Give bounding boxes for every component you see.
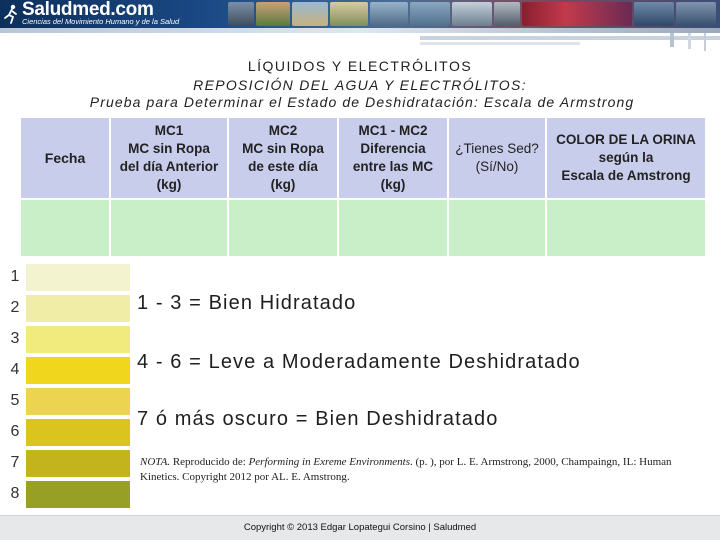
header-line: Escala de Amstrong [561, 168, 691, 184]
banner-photo [330, 2, 368, 26]
banner-photo [494, 2, 520, 26]
header-line: ¿Tienes Sed? [455, 140, 539, 156]
note-text: . (p. ), por L. E. Armstrong, 2000, Champaingn, IL: Human Kinetics. Copyright 2012 por AL. E. Amstrong. [140, 456, 672, 483]
header-line: MC1 - MC2 [358, 122, 428, 138]
banner-photo [256, 2, 290, 26]
note-text: Reproducido de: [170, 456, 249, 468]
header-line: entre las MC [352, 159, 434, 174]
header-line: Diferencia [360, 140, 426, 156]
scale-level-number: 4 [10, 361, 20, 378]
header-line: Fecha [44, 149, 86, 166]
table-row [21, 200, 705, 256]
footer-copyright: Copyright © 2013 Edgar Lopategui Corsino | Saludmed [243, 522, 477, 533]
header-line: (kg) [270, 177, 296, 193]
site-tagline: Ciencias del Movimiento Humano y de la Salud [22, 17, 180, 26]
runner-logo-icon [4, 4, 18, 24]
header-line: MC sin Ropa [242, 140, 324, 156]
scale-level-number: 6 [10, 423, 20, 440]
table-header-row [21, 118, 705, 198]
legend-moderate-dehydration: 4 - 6 = Leve a Moderadamente Deshidratado [137, 351, 581, 373]
scale-color-swatch [26, 388, 130, 415]
hydration-log-table [19, 116, 707, 258]
banner-photo [522, 2, 632, 26]
scale-level-number: 3 [10, 330, 20, 347]
test-title: Prueba para Determinar el Estado de Deshidratación: Escala de Armstrong [89, 94, 635, 110]
note-label: NOTA. [140, 456, 171, 468]
scale-color-swatch [26, 481, 130, 508]
site-banner [0, 0, 720, 28]
scale-color-swatch [26, 419, 130, 446]
scale-level-number: 5 [10, 392, 20, 409]
source-note [140, 455, 710, 485]
banner-photo [634, 2, 674, 26]
scale-color-swatch [26, 357, 130, 384]
scale-color-swatch [26, 450, 130, 477]
urine-color-scale [6, 262, 130, 512]
table-cell-difference[interactable] [339, 200, 447, 256]
scale-level-number: 1 [10, 268, 20, 285]
header-line: (kg) [380, 177, 406, 193]
note-source-title: Performing in Exreme Environments [248, 456, 410, 468]
table-cell-mc1[interactable] [111, 200, 227, 256]
banner-photo [410, 2, 450, 26]
header-line: según la [598, 149, 654, 165]
scale-color-swatch [26, 295, 130, 322]
header-mc2 [229, 118, 337, 198]
header-line: MC1 [154, 122, 184, 138]
site-logo[interactable] [4, 1, 234, 27]
banner-photo [370, 2, 408, 26]
legend-dehydrated: 7 ó más oscuro = Bien Deshidratado [137, 408, 499, 430]
header-line: MC sin Ropa [128, 140, 210, 156]
scale-level-number: 7 [10, 454, 20, 471]
header-line: de este día [248, 159, 318, 174]
table-cell-urine-color[interactable] [547, 200, 705, 256]
table-cell-thirst[interactable] [449, 200, 545, 256]
header-fecha [21, 118, 109, 198]
header-line: del día Anterior [119, 159, 219, 174]
legend-hydrated: 1 - 3 = Bien Hidratado [137, 292, 357, 314]
header-line: (Sí/No) [475, 159, 519, 174]
banner-photo [452, 2, 492, 26]
table-cell-fecha[interactable] [21, 200, 109, 256]
decorative-lines [420, 33, 720, 51]
header-line: MC2 [268, 122, 298, 138]
scale-color-swatch [26, 264, 130, 291]
header-mc1 [111, 118, 227, 198]
scale-level-number: 2 [10, 299, 20, 316]
banner-photo [676, 2, 716, 26]
banner-photo [228, 2, 254, 26]
section-subtitle: REPOSICIÓN DEL AGUA Y ELECTRÓLITOS: [193, 77, 527, 93]
banner-photo [292, 2, 328, 26]
header-thirst [449, 118, 545, 198]
header-line: (kg) [156, 177, 182, 193]
scale-color-swatch [26, 326, 130, 353]
table-cell-mc2[interactable] [229, 200, 337, 256]
header-mc-difference [339, 118, 447, 198]
section-title: LÍQUIDOS Y ELECTRÓLITOS [247, 58, 473, 74]
scale-level-number: 8 [10, 485, 20, 502]
header-urine-color [547, 118, 705, 198]
header-line: COLOR DE LA ORINA [556, 131, 696, 147]
site-name: Saludmed.com [22, 0, 154, 20]
